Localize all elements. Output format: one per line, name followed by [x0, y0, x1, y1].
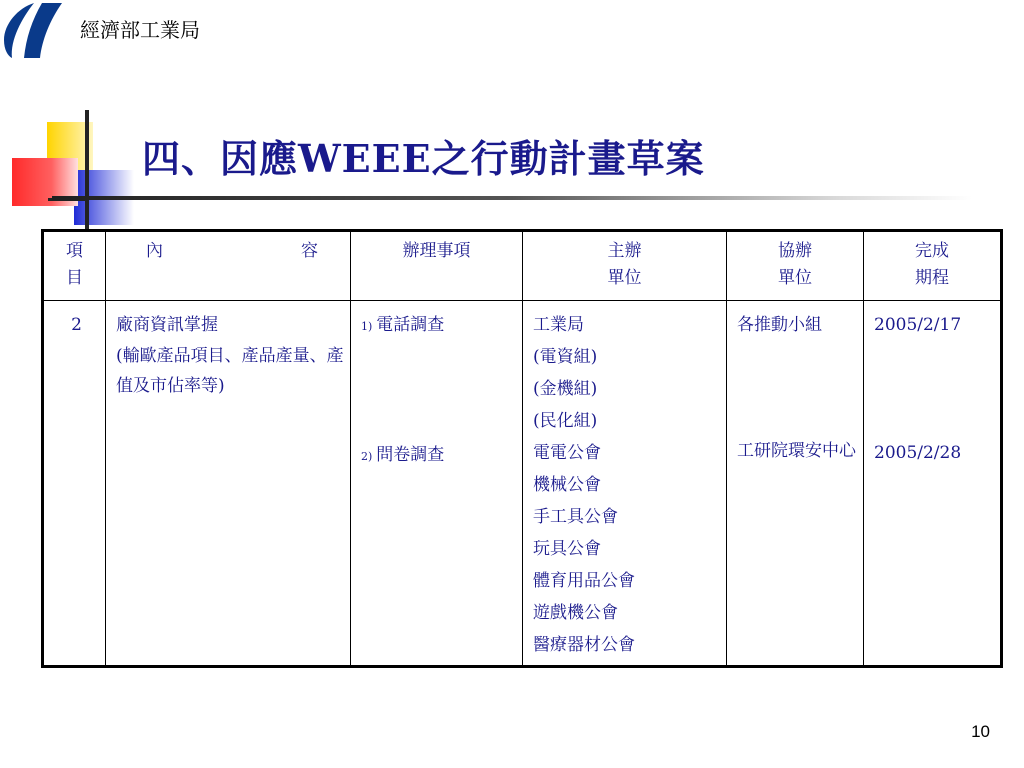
table-row	[43, 301, 1002, 667]
lead-unit-item: 體育用品公會	[533, 571, 635, 591]
lead-unit-item: 工業局	[533, 315, 584, 335]
row-content	[106, 301, 351, 667]
lead-unit-item: 機械公會	[533, 475, 601, 495]
brand-logo-icon	[0, 0, 70, 60]
lead-unit-item: 醫療器材公會	[533, 635, 635, 655]
task-item: 2) 問卷調查	[361, 445, 445, 465]
assist-unit-item: 各推動小組	[737, 315, 822, 335]
header-item: 項 目	[43, 231, 106, 301]
title-decoration	[10, 110, 140, 230]
header-due-date: 完成 期程	[864, 231, 1002, 301]
due-date-item: 2005/2/28	[874, 443, 962, 463]
lead-unit-item: 遊戲機公會	[533, 603, 618, 623]
header-lead-unit: 主辦 單位	[523, 231, 727, 301]
lead-unit-item: 電電公會	[533, 443, 601, 463]
row-lead-units	[523, 301, 727, 667]
lead-unit-item: 玩具公會	[533, 539, 601, 559]
slide-title: 四、因應WEEE之行動計畫草案	[142, 136, 705, 181]
title-underline	[52, 196, 972, 200]
lead-unit-item: 手工具公會	[533, 507, 618, 527]
row-tasks	[351, 301, 523, 667]
content-title: 廠商資訊掌握	[116, 315, 218, 335]
task-item: 1) 電話調查	[361, 315, 445, 335]
due-date-item: 2005/2/17	[874, 315, 962, 335]
action-plan-table	[41, 229, 1003, 668]
page-number: 10	[971, 722, 990, 741]
lead-unit-item: (金機組)	[533, 379, 598, 399]
assist-unit-item: 工研院環安中心	[737, 441, 856, 461]
content-detail: (輸歐產品項目、產品產量、產值及市佔率等)	[116, 346, 344, 396]
header-task: 辦理事項	[351, 231, 523, 301]
organization-name: 經濟部工業局	[80, 18, 200, 42]
row-number: 2	[43, 301, 106, 667]
table-header-row	[43, 231, 1002, 301]
lead-unit-item: (電資組)	[533, 347, 598, 367]
lead-unit-item: (民化組)	[533, 411, 598, 431]
row-assist-units	[727, 301, 864, 667]
row-due-dates	[864, 301, 1002, 667]
header-content: 內 容	[106, 231, 351, 301]
header-assist-unit: 協辦 單位	[727, 231, 864, 301]
